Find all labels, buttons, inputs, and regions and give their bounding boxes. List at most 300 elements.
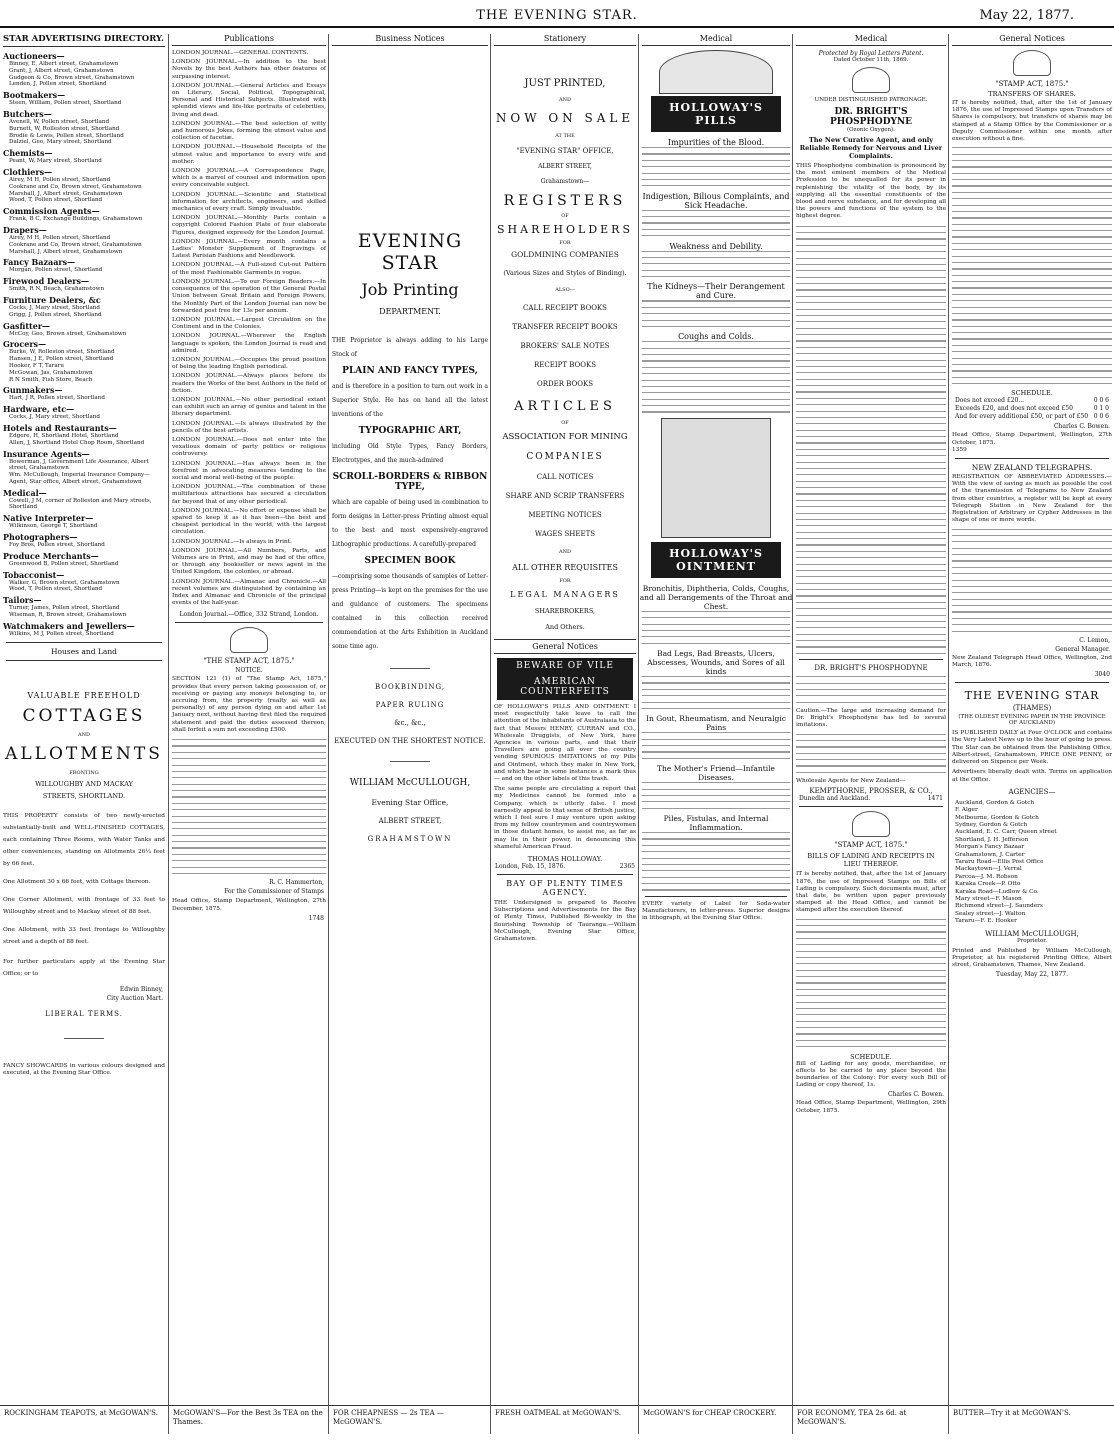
sale-brokers: SHAREBROKERS,	[534, 607, 596, 615]
directory-entry: Smith, R N, Beach, Grahamstown	[9, 286, 105, 293]
directory-entry: Cocks, J, Mary street, Shortland	[9, 414, 100, 421]
directory-entry: Wilkins, M J, Pollen street, Shortland	[9, 630, 114, 637]
es-printed: Printed and Published by William McCullough, Proprietor, at his registered Printing Office, Albert street, Grahamstown, Thames, New Zealand.	[952, 947, 1112, 969]
sale-items	[491, 304, 639, 388]
directory-entry: Bowerman, J, Government Life Assurance, Albert street, Grahamstown	[9, 458, 149, 472]
ad-signature: Edwin Binney,	[119, 985, 163, 993]
ad-title-shortland: STREETS, SHORTLAND.	[42, 791, 126, 800]
transfers-place: Head Office, Stamp Department, Wellington, 27th October, 1875.	[952, 432, 1112, 446]
divider	[955, 458, 1109, 459]
journal-para-4: LONDON JOURNAL.—The best selection of witty and humorous Jokes, forming the utmost value and collection of facetiæ.	[172, 120, 326, 142]
text-filler	[642, 341, 790, 412]
column-heading: Medical	[642, 34, 790, 46]
beware-body: OF HOLLOWAY'S PILLS AND OINTMENT. I most respectfully take leave to call the attention of the inhabitants of Australasia to the fact that Messrs HENRY, CURRAN and CO., Wholesale Druggists, of New York, have Agencies in various parts, and that their Travellers are going all over the country vending SPURIOUS IMITATIONS of my Pills and Ointment, which they make in New York, and which bear in some instances a mark thus — and on the other labels of this trash.	[494, 704, 636, 783]
directory-category: Tailors—	[3, 595, 42, 606]
bay-body: THE Undersigned is prepared to Receive Subscriptions and Advertisements for the Bay of Plenty Times, Published Bi-weekly in the flourishing Township of Tauranga.—William McCullough, Evening Star Office, Grahamstown.	[494, 900, 636, 943]
list-item: Mary street—F. Mason	[955, 895, 1022, 902]
directory-entry: Wood, T, Pollen street, Shortland	[9, 197, 103, 204]
directory-entry: Avenell, W, Pollen street, Shortland	[9, 118, 110, 125]
directory-category: Furniture Dealers, &c	[3, 294, 101, 305]
job-specimen: SPECIMEN BOOK	[364, 556, 456, 566]
text-filler	[642, 147, 790, 186]
text-filler	[796, 226, 946, 654]
list-item: CALL RECEIPT BOOKS	[523, 304, 607, 312]
stamp-signature-title: For the Commissioner of Stamps	[224, 888, 324, 896]
column-business	[328, 34, 491, 1434]
sale-and-2: AND	[559, 549, 571, 555]
patronage: UNDER DISTINGUISHED PATRONAGE.	[814, 97, 928, 103]
directory-category: Insurance Agents—	[3, 448, 90, 459]
table-cell-label: Exceeds £20, and does not exceed £50	[955, 405, 1073, 413]
pills-impurities: Impurities of the Blood.	[667, 138, 765, 147]
directory-entry: Wm. McCullough, Imperial Insurance Company—Agent, Star office, Albert street, Grahamstown	[9, 472, 150, 485]
job-bind: BOOKBINDING,	[374, 683, 446, 691]
directory-entry: Grant, J, Albert street, Grahamstown	[9, 67, 114, 74]
directory-entry: R N Smith, Fish Store, Beach	[9, 376, 93, 383]
es-title: THE EVENING STAR	[964, 689, 1100, 703]
ad-title-line: VALUABLE FREEHOLD	[27, 690, 141, 700]
directory-entry: Walker, G, Brown street, Grahamstown	[9, 579, 120, 586]
pills-banner: HOLLOWAY'S PILLS	[651, 96, 781, 132]
journal-para-13: LONDON JOURNAL.—Wherever the English language is spoken, the London Journal is read and admired.	[172, 333, 326, 354]
nzt-signature-title: General Manager.	[1055, 645, 1110, 653]
transfers-signature: Charles C. Bowen.	[1053, 423, 1110, 431]
directory-category: Commission Agents—	[3, 206, 100, 217]
transfers-title: TRANSFERS OF SHARES.	[988, 90, 1076, 98]
directory-category: Gasfitter—	[3, 320, 51, 331]
agents-list	[949, 800, 1114, 926]
column-heading: Medical	[796, 34, 946, 46]
footer-ad: FOR ECONOMY, TEA 2s 6d. at McGOWAN'S.	[793, 1405, 949, 1434]
sale-legal: LEGAL MANAGERS	[510, 590, 620, 599]
text-filler	[642, 300, 790, 327]
labels-ad: EVERY variety of Label for Soda-water Manufacturers, in letter-press. Superior designs in lithograph, at the Evening Star Office.	[642, 900, 790, 922]
directory-category: Clothiers—	[3, 166, 53, 177]
text-filler	[642, 832, 790, 891]
job-art: TYPOGRAPHIC ART,	[358, 426, 462, 436]
stamp-notice: NOTICE.	[235, 667, 263, 675]
text-filler	[642, 611, 790, 644]
royal-crest-icon	[852, 67, 890, 93]
divider	[6, 660, 162, 661]
sale-just-printed: JUST PRINTED,	[524, 78, 606, 89]
directory-entry: Burke, W, Rolleston street, Shortland	[9, 349, 115, 356]
transfers-schedule: SCHEDULE.	[1011, 389, 1053, 398]
sale-of: OF	[561, 213, 569, 219]
list-item: CALL NOTICES	[536, 473, 594, 481]
ad-apply: For further particulars apply at the Evening Star Office; or to	[3, 958, 165, 977]
list-item: RECEIPT BOOKS	[534, 361, 596, 369]
directory-category: Gunmakers—	[3, 385, 63, 396]
ad-body: THIS PROPERTY consists of two newly-erected substantially-built and WELL-FINISHED COTTAGES, each containing Three Rooms, with Water Tanks and other conveniences, standing on Allotments 26¼ feet by 66 feet.	[3, 812, 165, 867]
directory-category: Butchers—	[3, 108, 52, 119]
patent-line: Protected by Royal Letters Patent.	[818, 50, 924, 57]
agents-place: Dunedin and Auckland.	[799, 795, 871, 803]
sale-of-2: OF	[561, 420, 569, 426]
directory-entry: Wiseman, R, Brown street, Grahamstown	[9, 612, 127, 619]
directory-category: Auctioneers—	[3, 51, 65, 61]
phosphodyne-caution: Caution.—The large and increasing demand for Dr. Bright's Phosphodyne has led to several imitations.	[796, 708, 946, 729]
ointment-bad-legs: Bad Legs, Bad Breasts, Ulcers, Abscesses, Wounds, and Sores of all kinds	[647, 649, 785, 676]
directory-entry: Edgere, H, Shortland Hotel, Shortland	[9, 432, 119, 439]
list-item: SHARE AND SCRIP TRANSFERS	[505, 492, 625, 500]
list-item: Mackaytown—J. Verral	[955, 866, 1022, 873]
text-filler	[796, 919, 946, 1048]
es-advertisers: Advertisers liberally dealt with. Terms on application at the Office.	[952, 769, 1112, 783]
journal-para-10: LONDON JOURNAL.—A Full-sized Cut-out Pattern of the most Fashionable Garments in vogue.	[172, 262, 326, 276]
divider	[497, 874, 633, 875]
journal-para-24: LONDON JOURNAL.—Almanac and Chronicle.—All recent volumes are distinguished by containing an Index and Almanac and Chronicle of the principal events of the half-year.	[172, 578, 326, 607]
directory-entry: Cookrane and Co, Brown street, Grahamstown	[9, 241, 142, 248]
directory-list	[0, 51, 168, 638]
beware-number: 2365	[619, 863, 635, 871]
column-heading: Business Notices	[332, 34, 488, 46]
directory-entry: Binney, E, Albert street, Grahamstown	[9, 61, 119, 67]
column-heading: Stationery	[494, 34, 636, 46]
directory-entry: Brodie & Lewis, Pollen street, Shortland	[9, 132, 124, 139]
job-types: PLAIN AND FANCY TYPES,	[342, 366, 478, 376]
sale-others: And Others.	[545, 623, 585, 631]
footer-ad: McGOWAN'S for CHEAP CROCKERY.	[639, 1405, 793, 1434]
bills-schedule: SCHEDULE.	[850, 1052, 892, 1061]
directory-entry: Morgan, Pollen street, Shortland	[9, 267, 103, 274]
job-more3: —comprising some thousands of samples of Letter-press Printing—is kept on the premises for the use and guidance of customers. The specimens contained in this collection received commendation at the Arts Exhibition in Auckland some time ago.	[332, 573, 488, 650]
directory-entry: Wilkinson, George T, Shortland	[9, 523, 98, 530]
directory-entry: Steen, William, Pollen street, Shortland	[9, 100, 122, 107]
journal-para-23: LONDON JOURNAL.—All Numbers, Parts, and Volumes are in Print, and may be had of the office, or through any bookseller or news agent in the United Kingdom, the colonies, or abroad.	[172, 547, 326, 576]
directory-category: Bootmakers—	[3, 90, 66, 101]
bills-title: BILLS OF LADING AND RECEIPTS IN LIEU THEREOF.	[807, 852, 935, 869]
royal-crest-icon	[1013, 50, 1051, 76]
journal-para-7: LONDON JOURNAL.—Scientific and Statistical information for architects, engineers, and skilled mechanics of every craft. Simply invaluable.	[172, 191, 326, 213]
journal-para-1: LONDON JOURNAL.—GENERAL CONTENTS.	[172, 50, 309, 56]
sale-all: ALL OTHER REQUISITES	[512, 563, 618, 572]
directory-entry: Cocks, J, Mary street, Shortland	[9, 304, 100, 311]
sale-at-the: AT THE	[555, 133, 575, 139]
column-general	[948, 34, 1114, 1434]
job-exec: EXECUTED ON THE SHORTEST NOTICE.	[334, 737, 486, 745]
pills-illustration	[659, 50, 773, 94]
directory-category: Hardware, etc—	[3, 404, 75, 415]
directory-category: Chemists—	[3, 148, 53, 159]
divider	[64, 1038, 104, 1039]
job-subtitle: Job Printing	[361, 280, 459, 299]
list-item: Tararu—F. E. Hooker	[955, 918, 1017, 925]
es-oldest: (THE OLDEST EVENING PAPER IN THE PROVINCE OF AUCKLAND)	[958, 714, 1106, 727]
ad-title-streets: WILLOUGHBY AND MACKAY	[35, 779, 133, 788]
directory-category: Fancy Bazaars—	[3, 257, 76, 268]
sale-items-2	[491, 473, 639, 538]
stamp-act-title: "STAMP ACT, 1875."	[995, 80, 1069, 88]
directory-entry: Turner, James, Pollen street, Shortland	[9, 605, 120, 612]
divider	[390, 761, 430, 762]
table-cell-value: 0 1 0	[1093, 405, 1109, 413]
journal-para-20: LONDON JOURNAL.—The combination of these multifarious attractions has secured a circulation far beyond that of any other periodical.	[172, 484, 326, 505]
column-directory	[0, 34, 168, 1434]
list-item: Parcoa—J. M. Robson	[955, 873, 1018, 880]
royal-crest-icon	[230, 627, 268, 653]
directory-entry: Airey, M H, Pollen street, Shortland	[9, 234, 111, 241]
job-street: ALBERT STREET,	[378, 817, 442, 825]
directory-entry: McCoy, Geo, Brown street, Grahamstown	[9, 330, 127, 337]
es-daily: IS PUBLISHED DAILY at Four O'CLOCK and contains the Very Latest News up to the hour of going to press. The Star can be obtained from the Publishing Office, Albert-street, Grahamstown, PRICE ONE PENNY, or delivered on Sixpence per Week.	[952, 730, 1112, 766]
sale-association: ASSOCIATION FOR MINING	[502, 432, 628, 442]
journal-para-3: LONDON JOURNAL.—General Articles and Essays on Literary, Social, Political, Topographical, Personal and Historical Subjects. Illustrated with splendid views and life-like portraits of celebrities, living and dead.	[172, 82, 326, 118]
job-rule: PAPER RULING	[375, 701, 445, 709]
list-item: MEETING NOTICES	[528, 511, 602, 519]
list-item: Karaka Road—Ludlow & Co.	[955, 888, 1039, 895]
ad-title-allotments: ALLOTMENTS	[5, 743, 163, 764]
journal-para-11: LONDON JOURNAL.—To our Foreign Readers.—In consequence of the operation of the General Postal Union between Great Britain and Foreign Powers, the Monthly Part of the London Journal can now be forwarded post free for 13s per annum.	[172, 278, 326, 314]
directory-entry: Hansen, J E, Pollen street, Shortland	[9, 356, 114, 363]
directory-category: Hotels and Restaurants—	[3, 422, 117, 433]
sale-now-on-sale: NOW ON SALE	[495, 111, 635, 125]
list-item: WAGES SHEETS	[534, 530, 596, 538]
journal-para-15: LONDON JOURNAL.—Always places before its readers the Works of the best Authors in the field of fiction.	[172, 373, 326, 394]
list-item: Grahamstown, J. Carter	[955, 851, 1025, 858]
footer-ad: McGOWAN'S—For the Best 3s TEA on the Thames.	[169, 1405, 329, 1434]
ad-title-fronting: FRONTING	[69, 769, 99, 776]
directory-entry: Hooker, F T, Tararu	[9, 362, 64, 369]
royal-crest-icon	[852, 811, 890, 837]
sale-street: ALBERT STREET,	[538, 163, 592, 170]
sale-registers: REGISTERS	[503, 193, 627, 209]
masthead-title: THE EVENING STAR.	[476, 8, 638, 23]
nzt-place: New Zealand Telegraph Head Office, Wellington, 2nd March, 1876.	[952, 654, 1112, 669]
bills-signature: Charles C. Bowen.	[887, 1091, 944, 1099]
directory-category: Medical—	[3, 487, 47, 498]
sale-sizes: (Various Sizes and Styles of Binding).	[503, 269, 627, 277]
beware-date-row	[495, 863, 635, 870]
stamp-signature: R. C. Hammerton,	[269, 879, 324, 887]
divider	[799, 806, 943, 807]
ad-lot-3: One Allotment, with 33 feet frontage to Willoughby street and a depth of 88 feet.	[3, 926, 165, 945]
pills-weakness: Weakness and Debility.	[669, 241, 763, 251]
bay-title: BAY OF PLENTY TIMES AGENCY.	[506, 879, 624, 898]
beware-banner-2: AMERICAN COUNTERFEITS	[497, 674, 633, 700]
list-item: ORDER BOOKS	[536, 380, 593, 388]
es-proprietor: WILLIAM McCULLOUGH,	[985, 929, 1079, 938]
pills-coughs: Coughs and Colds.	[678, 332, 754, 342]
agents-name: KEMPTHORNE, PROSSER, & CO.,	[809, 787, 933, 796]
journal-para-6: LONDON JOURNAL.—A Correspondence Page, which is a marvel of counsel and information upon every conceivable subject.	[172, 168, 326, 189]
list-item: BROKERS' SALE NOTES	[520, 342, 610, 350]
ointment-illustration	[661, 418, 771, 538]
pills-indigestion: Indigestion, Bilious Complaints, and Sick Headache.	[642, 191, 790, 210]
journal-para-8: LONDON JOURNAL.—Monthly Parts contain a copyright Colored Fashion Plate of four elaborate Figures, designed expressly for the London Journal.	[172, 215, 326, 236]
transfers-number: 1359	[952, 446, 967, 453]
journal-para-22: LONDON JOURNAL.—Is always in Print.	[172, 538, 292, 545]
stamp-act-title: "THE STAMP ACT, 1875."	[203, 657, 295, 666]
footer-ad: BUTTER—Try it at McGOWAN'S.	[949, 1405, 1114, 1434]
directory-category: Grocers—	[3, 339, 47, 350]
text-filler	[642, 782, 790, 809]
nzt-signature: C. Lemon,	[1079, 636, 1110, 644]
job-proprietor: WILLIAM McCULLOUGH,	[349, 778, 471, 788]
ad-signature-place: City Auction Mart.	[106, 994, 163, 1002]
job-intro: THE Proprietor is always adding to his Large Stock of	[332, 337, 488, 358]
directory-entry: McGowan, Jas, Grahamstown	[9, 369, 93, 376]
ad-lot-2: One Corner Allotment, with frontage of 33 feet to Willoughby street and to Mackay street of 88 feet.	[3, 896, 165, 915]
schedule-table	[949, 397, 1114, 421]
beware-signature: THOMAS HOLLOWAY.	[527, 855, 603, 864]
journal-para-2: LONDON JOURNAL.—In addition to the best Novels by the best Authors has other features of surpassing interest.	[172, 59, 326, 80]
es-agencies: AGENCIES—	[1008, 787, 1056, 796]
directory-category: Firewood Dealers—	[3, 276, 90, 287]
list-item: Shortland, J. H. Jefferson	[955, 836, 1029, 843]
directory-entry: Marshall, J, Albert street, Grahamstown	[9, 248, 123, 255]
sale-goldmining: GOLDMINING COMPANIES	[511, 250, 619, 259]
sale-shareholders: SHAREHOLDERS	[497, 223, 633, 236]
stamp-body: SECTION 121 (1) of "The Stamp Act, 1875," provides that every person taking possession of, or receiving or paying any moneys belonging to, or accruing from, the property (realty as well as personalty) of any person dying on and after 1st January next, without having first filed the required statement and paid the duties assessed thereon, shall forfeit a sum not exceeding £500.	[172, 676, 326, 733]
column-stationery	[490, 34, 639, 1434]
list-item: Tararu Road—Ellis Post Office	[955, 858, 1044, 865]
directory-entry: Frank, B C, Exchange Buildings, Grahamstown	[9, 216, 143, 223]
directory-entry: Gudgeon & Co, Brown street, Grahamstown	[9, 74, 135, 81]
table-cell-value: 0 0 6	[1093, 397, 1109, 405]
nzt-body: REGISTRATION OF ABBREVIATED ADDRESSES.—With the view of saving as much as possible the cost of the transmission of Telegrams to New Zealand from other countries, a register will be kept at every Telegraph Station in New Zealand for the Registration of Arbitrary or Cypher Addresses in the shape of one or more words.	[952, 474, 1112, 524]
divider	[6, 642, 162, 643]
table-row	[955, 405, 1109, 413]
nzt-title: NEW ZEALAND TELEGRAPHS.	[971, 463, 1093, 473]
journal-para-19: LONDON JOURNAL.—Has always been in the forefront in advocating measures tending to the social and moral well-being of the people.	[172, 460, 326, 481]
ointment-banner: HOLLOWAY'S OINTMENT	[651, 542, 781, 578]
directory-entry: Greenwood B, Pollen street, Shortland	[9, 560, 119, 567]
phosphodyne-subtitle: (Ozonic Oxygen).	[847, 127, 895, 133]
text-filler	[952, 529, 1112, 632]
es-proprietor-title: Proprietor.	[1016, 937, 1048, 944]
column-medical-phosphodyne	[792, 34, 949, 1434]
list-item: Sealey street—J. Walton	[955, 910, 1026, 917]
masthead	[0, 6, 1114, 28]
directory-category: Photographers—	[3, 532, 78, 543]
stamp-number: 1748	[308, 914, 324, 922]
directory-entry: Airey, M H, Pollen street, Shortland	[9, 176, 111, 183]
fancy-showcards: FANCY SHOWCARDS in various colours designed and executed, at the Evening Star Office.	[3, 1062, 165, 1076]
directory-category: Native Interpreter—	[3, 513, 94, 524]
list-item: Karaka Creek—P. Otto	[955, 881, 1021, 888]
journal-para-5: LONDON JOURNAL.—Household Receipts of the utmost value and importance to every wife and mother.	[172, 144, 326, 165]
journal-para-21: LONDON JOURNAL.—No effort or expense shall be spared to keep it as it has been—the best and cheapest periodical in the world, with the largest circulation.	[172, 507, 326, 536]
divider	[175, 622, 323, 623]
job-mid: and is therefore in a position to turn out work in a Superior Style. He has on hand all the latest inventions of the	[332, 383, 488, 418]
ad-title-cottages: COTTAGES	[22, 705, 146, 726]
text-filler	[172, 739, 326, 874]
stamp-act-title: "STAMP ACT, 1875."	[834, 841, 908, 850]
table-cell-label: Does not exceed £20...	[955, 397, 1025, 405]
job-more: including Old Style Types, Fancy Borders, Electrotypes, and the much-admired	[332, 443, 488, 464]
directory-category: Tobacconist—	[3, 569, 65, 580]
job-town: GRAHAMSTOWN	[367, 835, 453, 843]
text-filler	[642, 732, 790, 759]
journal-para-9: LONDON JOURNAL.—Every month contains a Ladies' Monster Supplement of Engravings of Latest Parisian Fashions and Needlework.	[172, 238, 326, 260]
text-filler	[642, 676, 790, 709]
sale-town: Grahamstown—	[540, 178, 590, 185]
directory-entry: Lenden, J, Pollen street, Shortland	[9, 81, 107, 88]
beware-banner-1: BEWARE OF VILE	[497, 658, 633, 674]
phosphodyne-desc: The New Curative Agent, and only Reliable Remedy for Nervous and Liver Complaints.	[799, 136, 943, 160]
journal-para-12: LONDON JOURNAL.—Largest Circulation on the Continent and in the Colonies.	[172, 316, 326, 331]
directory-entry: Grigg, J, Pollen street, Shortland	[9, 311, 102, 318]
text-filler	[642, 251, 790, 278]
patent-date: Dated October 11th, 1869.	[833, 57, 909, 63]
stamp-place: Head Office, Stamp Department, Wellington, 27th December, 1875.	[172, 898, 326, 912]
bills-place: Head Office, Stamp Department, Wellington, 29th October, 1875.	[796, 1100, 946, 1114]
sale-for: FOR	[559, 240, 571, 246]
list-item: TRANSFER RECEIPT BOOKS	[512, 323, 618, 331]
directory-entry: Wood, T, Pollen street, Shortland	[9, 586, 103, 593]
table-row	[955, 397, 1109, 405]
sale-for-2: FOR	[559, 578, 571, 584]
nzt-number: 3040	[1094, 671, 1110, 679]
general-notices-heading: General Notices	[494, 639, 636, 654]
job-office: Evening Star Office,	[371, 798, 449, 807]
directory-category: Produce Merchants—	[3, 550, 99, 561]
masthead-date: May 22, 1877.	[979, 8, 1074, 23]
sale-articles: ARTICLES	[514, 399, 616, 414]
sale-office: "EVENING STAR" OFFICE,	[516, 147, 614, 155]
job-scroll: SCROLL-BORDERS & RIBBON TYPE,	[332, 472, 488, 492]
job-etc: &c., &c.,	[394, 719, 426, 727]
divider	[799, 659, 943, 660]
column-heading: General Notices	[952, 34, 1112, 46]
ointment-gout: In Gout, Rheumatism, and Neuralgic Pains	[646, 714, 786, 733]
directory-entry: Marshall, J, Albert street, Grahamstown	[9, 190, 123, 197]
divider	[645, 896, 787, 897]
es-date: Tuesday, May 22, 1877.	[996, 971, 1068, 979]
beware-date: London, Feb. 15, 1876.	[495, 863, 566, 871]
ointment-mother: The Mother's Friend—Infantile Diseases.	[657, 764, 775, 783]
phosphodyne-title: DR. BRIGHT'S PHOSPHODYNE	[829, 107, 913, 127]
agents-row	[799, 795, 943, 802]
job-title: EVENING STAR	[357, 230, 463, 274]
journal-para-18: LONDON JOURNAL.—Does not enter into the vexatious domain of party politics or religious controversy.	[172, 436, 326, 458]
divider	[955, 682, 1109, 683]
directory-entry: Dalziel, Geo, Mary street, Shortland	[9, 139, 112, 146]
table-cell-value: 0 0 6	[1093, 413, 1109, 421]
job-department: DEPARTMENT.	[379, 307, 441, 316]
list-item: F. Alger	[955, 807, 978, 814]
list-item: Morgan's Fancy Bazaar	[955, 844, 1025, 851]
journal-para-16: LONDON JOURNAL.—No other periodical extant can exhibit such an array of genius and talent in the literary department.	[172, 396, 326, 418]
text-filler	[796, 734, 946, 773]
journal-para-14: LONDON JOURNAL.—Occupies the proud position of being the leading English periodical.	[172, 356, 326, 371]
section-houses-land: Houses and Land	[51, 646, 117, 656]
journal-office: London Journal.—Office, 332 Strand, London.	[179, 611, 319, 619]
column-heading: Publications	[172, 34, 326, 46]
text-filler	[796, 676, 946, 703]
phosphodyne-sold: DR. BRIGHT'S PHOSPHODYNE	[814, 664, 928, 673]
ointment-bronchitis: Bronchitis, Diphtheria, Colds, Coughs, and all Derangements of the Throat and Chest.	[639, 583, 793, 611]
ad-lot-1: One Allotment 30 x 66 feet, with Cottage thereon.	[3, 878, 151, 885]
ad-terms: LIBERAL TERMS.	[45, 1009, 123, 1018]
ad-title-and: AND	[78, 731, 90, 738]
directory-entry: Hart, J R, Pollen street, Shortland	[9, 395, 105, 402]
table-row	[955, 413, 1109, 421]
job-more2: which are capable of being used in combination to form designs in Letter-press Printing almost equal to the best and most expensively-engraved Lithographic productions. A carefully-prepared	[332, 499, 488, 548]
directory-category: Watchmakers and Jewellers—	[3, 620, 135, 631]
directory-entry: Peant, W, Mary street, Shortland	[9, 158, 102, 165]
es-thames: (THAMES)	[1012, 704, 1052, 713]
footer-ad: ROCKINGHAM TEAPOTS, at McGOWAN'S.	[0, 1405, 168, 1434]
sale-also: ALSO—	[555, 287, 575, 293]
agents-label: Wholesale Agents for New Zealand—	[796, 778, 906, 785]
agents-number: 1471	[927, 795, 943, 803]
transfers-body: IT is hereby notified, that, after the 1st of January 1876, the use of Impressed Stamps upon Transfers of Shares is compulsory, but transfers of shares may be stamped at a Stamp Office by the Commissioner or a Deputy Commissioner within one month after execution without a fine.	[952, 100, 1112, 143]
directory-entry: Cowell, J M, corner of Rolleston and Mary streets, Shortland	[9, 497, 152, 511]
sale-companies: COMPANIES	[526, 452, 604, 462]
beware-body-2: The same people are circulating a report that my Medicines cannot be formed into a Company, which is utterly false. I most earnestly appeal to that sense of British justice, which I feel sure I may venture upon asking from my fellow countrymen and countrywomen in those distant homes, to assist me, as far as may lie in their power, in denouncing this shameful American Fraud.	[494, 786, 636, 850]
